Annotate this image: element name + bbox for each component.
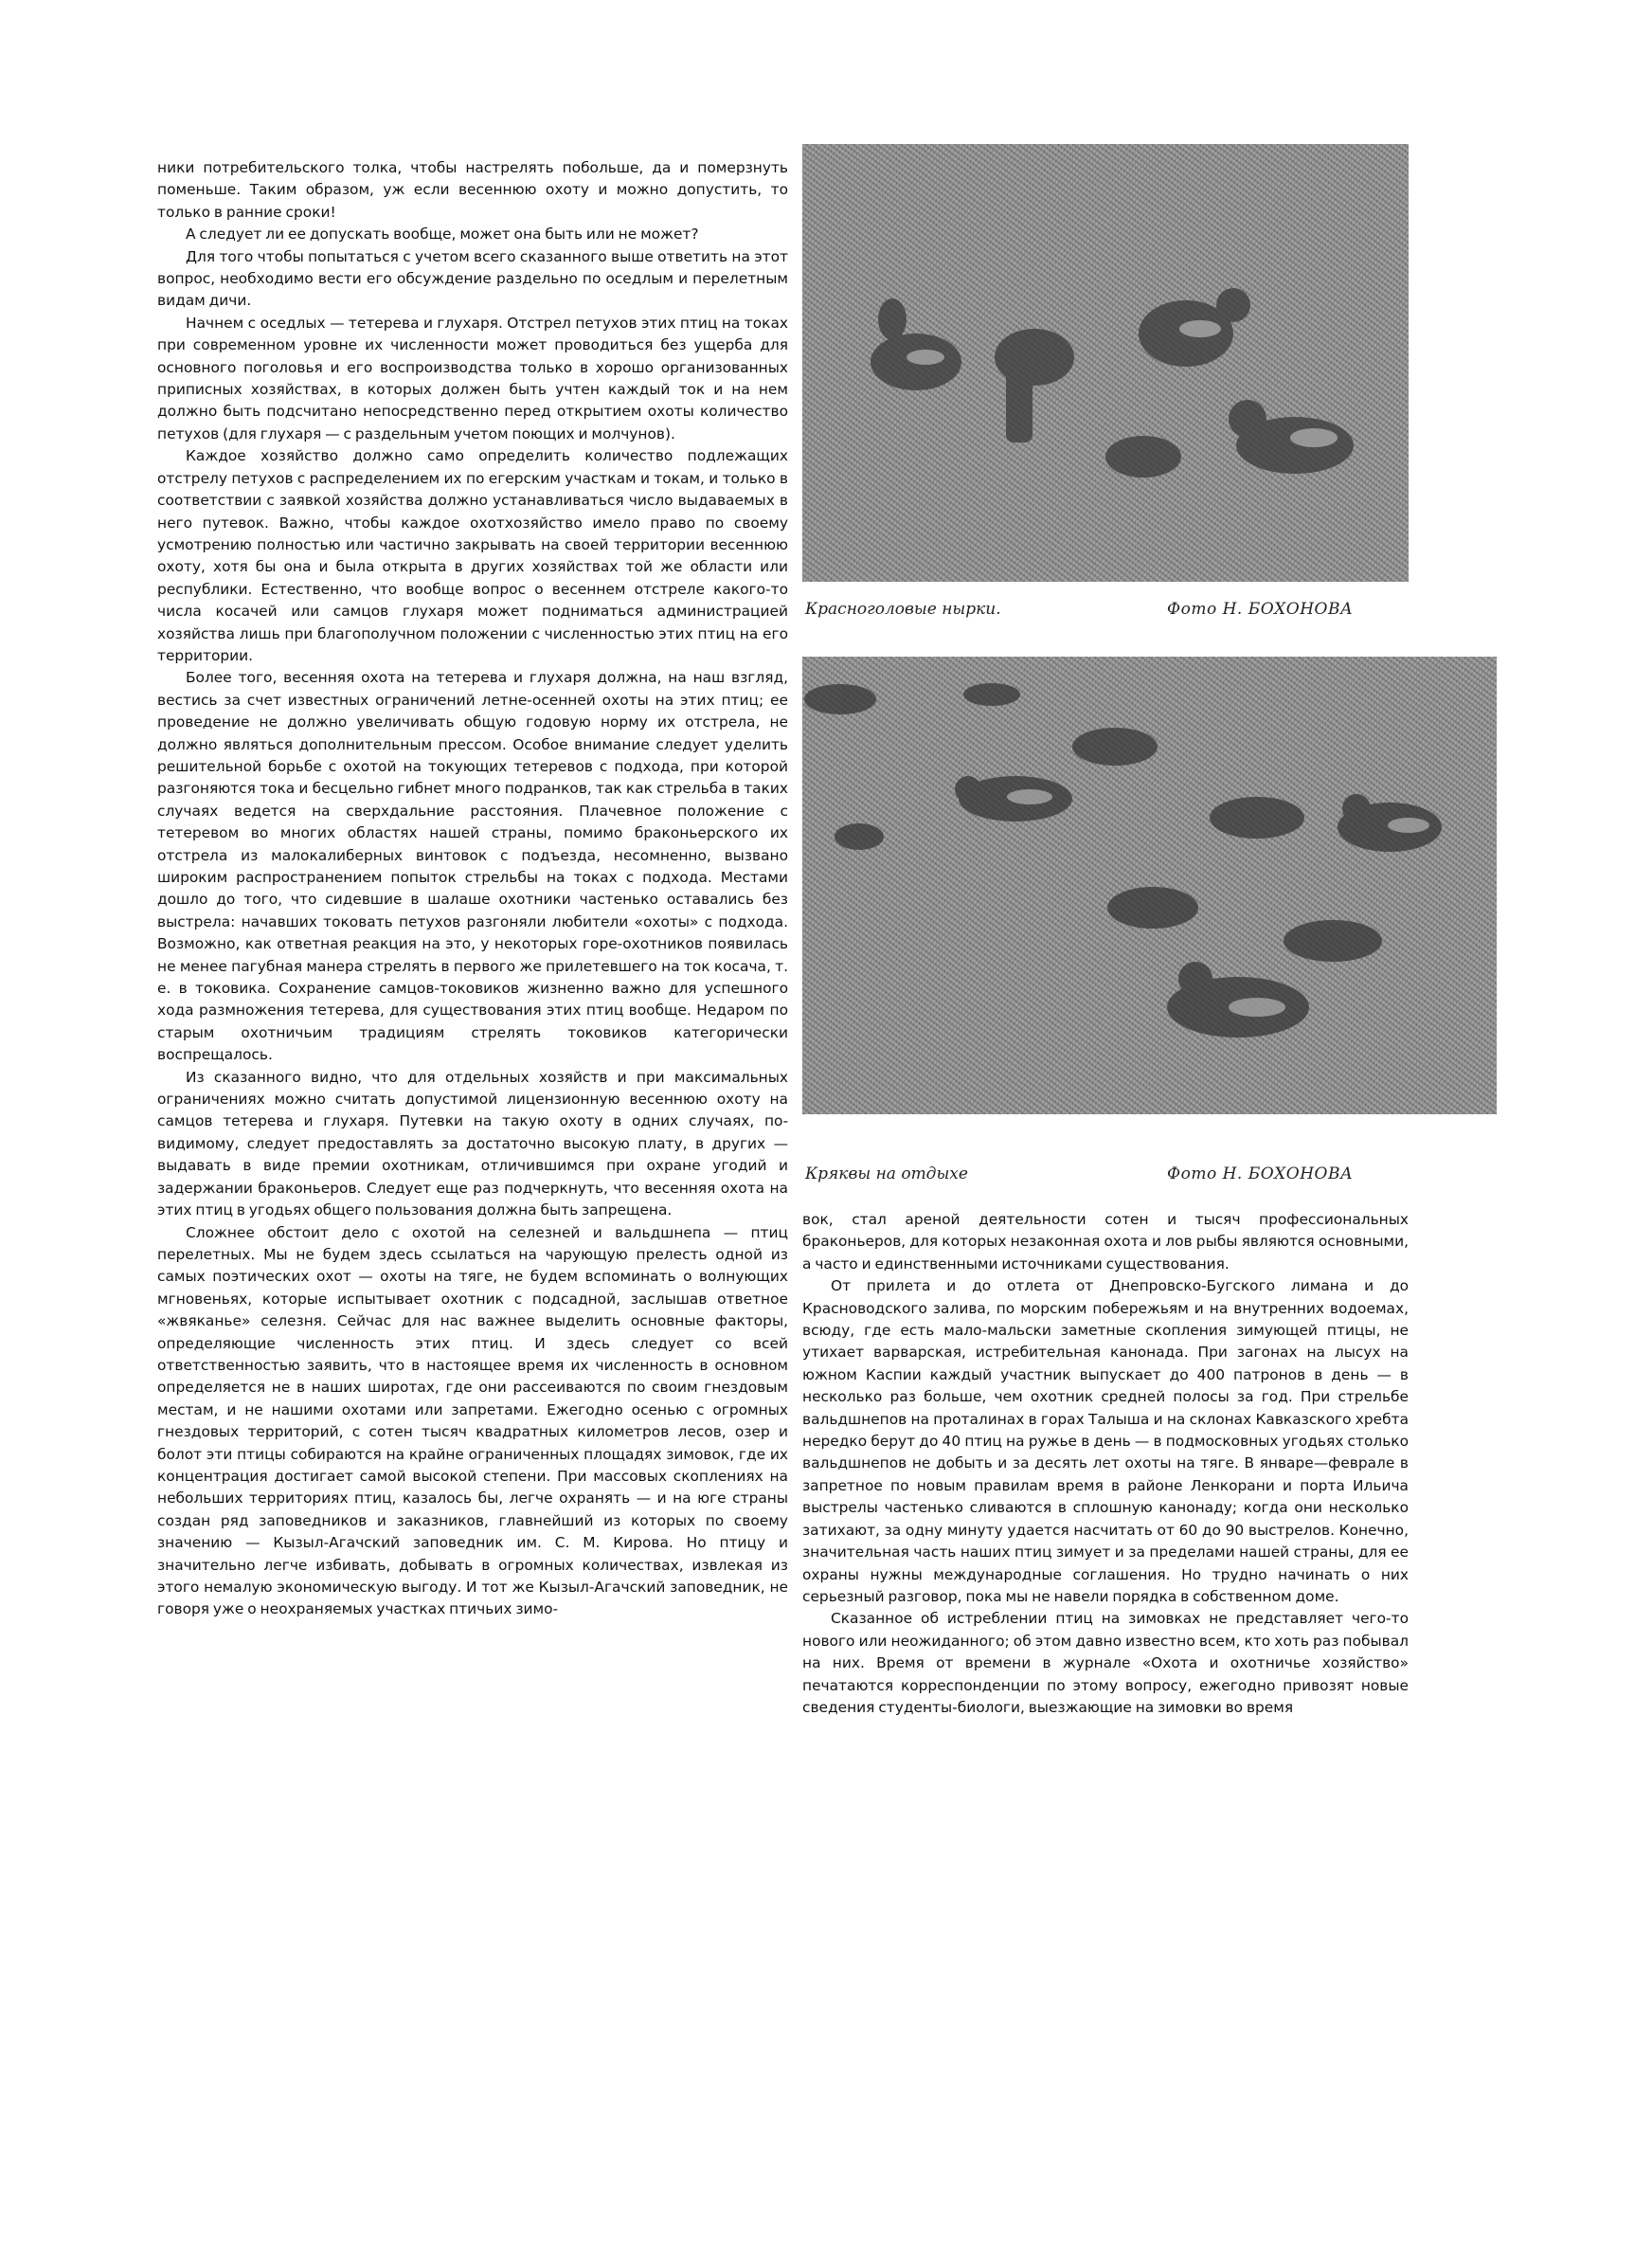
article-right-column — [802, 1209, 1409, 1719]
photo-caption: Красноголовые нырки. — [805, 600, 1001, 619]
paragraph: вок, стал ареной деятельности сотен и тысяч профессиональных браконьеров, для которых незаконная охота и лов рыбы являются основными, а часто и единственными источниками существования. — [802, 1211, 1409, 1273]
photo-caption: Кряквы на отдыхе — [805, 1165, 968, 1183]
paragraph: Сказанное об истреблении птиц на зимовках не представляет чего-то нового или неожиданного; об этом давно известно всем, кто хоть раз побывал на них. Время от времени в журнале «Охота и охотничье хозяйство» печатаются корреспонденции по этому вопросу, ежегодно привозят новые сведения студенты-биологи, выезжающие на зимовки во время — [802, 1610, 1409, 1716]
mallards-illustration — [802, 657, 1497, 1114]
photo-credit: Фото Н. БОХОНОВА — [1167, 600, 1354, 619]
pochards-illustration — [802, 144, 1409, 582]
paragraph: Каждое хозяйство должно само определить количество подлежащих отстрелу петухов с распределением их по егерским участкам и токам, и только в соответствии с заявкой хозяйства должно устанавливаться число выдаваемых в него путевок. Важно, чтобы каждое охотхозяйство имело право по своему усмотрению полностью или частично закрывать на своей территории весеннюю охоту, хотя бы она и была открыта в других хозяйствах той же области или республики. Естественно, что вообще вопрос о весеннем отстреле какого-то числа косачей или самцов глухаря может подниматься администрацией хозяйства лишь при благополучном положении с численностью этих птиц на его территории. — [157, 447, 788, 664]
article-left-column — [157, 157, 788, 1621]
paragraph: Для того чтобы попытаться с учетом всего сказанного выше ответить на этот вопрос, необходимо вести его обсуждение раздельно по оседлым и перелетным видам дичи. — [157, 247, 788, 310]
paragraph: ники потребительского толка, чтобы настрелять побольше, да и померзнуть поменьше. Таким образом, уж если весеннюю охоту и можно допустить, то только в ранние сроки! — [157, 159, 788, 221]
photo-credit: Фото Н. БОХОНОВА — [1167, 1165, 1354, 1183]
photo-pochards — [802, 144, 1409, 582]
paragraph: Более того, весенняя охота на тетерева и глухаря должна, на наш взгляд, вестись за счет известных ограничений летне-осенней охоты на этих птиц; ее проведение не должно увеличивать общую годовую норму их отстрела, не должно являться дополнительным прессом. Особое внимание следует уделить решительной борьбе с охотой на токующих тетеревов с подхода, при которой разгоняются тока и бесцельно гибнет много подранков, так как стрельба в таких случаях ведется на сверхдальние расстояния. Плачевное положение с тетеревом во многих областях нашей страны, помимо браконьерского их отстрела из малокалиберных винтовок с подъезда, несомненно, вызвано широким распространением попыток стрельбы на токах с подхода. Местами дошло до того, что сидевшие в шалаше охотники частенько оставались без выстрела: начавших токовать петухов разгоняли любители «охоты» с подхода. Возможно, как ответная реакция на это, у некоторых горе-охотников появилась не менее пагубная манера стрелять в первого же прилетевшего на ток косача, т. е. в токовика. Сохранение самцов-токовиков жизненно важно для успешного хода размножения тетерева, для существования этих птиц вообще. Недаром по старым охотничьим традициям стрелять токовиков категорически воспрещалось. — [157, 669, 788, 1064]
paragraph: Начнем с оседлых — тетерева и глухаря. Отстрел петухов этих птиц на токах при современном уровне их численности может проводиться без ущерба для основного поголовья и его воспроизводства только в хорошо организованных приписных хозяйствах, в которых должен быть учтен каждый ток и на нем должно быть подсчитано непосредственно перед открытием охоты количество петухов (для глухаря — с раздельным учетом поющих и молчунов). — [157, 314, 788, 442]
paragraph: А следует ли ее допускать вообще, может она быть или не может? — [186, 226, 699, 244]
paragraph: Из сказанного видно, что для отдельных хозяйств и при максимальных ограничениях можно считать допустимой лицензионную весеннюю охоту на самцов тетерева и глухаря. Путевки на такую охоту в одних случаях, по-видимому, следует предоставлять за достаточно высокую плату, в других — выдавать в виде премии охотникам, отличившимся при охране угодий и задержании браконьеров. Следует еще раз подчеркнуть, что весенняя охота на этих птиц в угодьях общего пользования должна быть запрещена. — [157, 1068, 788, 1219]
photo-mallards — [802, 657, 1497, 1114]
paragraph: От прилета и до отлета от Днепровско-Бугского лимана и до Красноводского залива, по морским побережьям и на внутренних водоемах, всюду, где есть мало-мальски заметные скопления зимующей птицы, не утихает варварская, истребительная канонада. При загонах на лысух на южном Каспии каждый участник выпускает до 400 патронов в день — в несколько раз больше, чем охотник средней полосы за год. При стрельбе вальдшнепов на проталинах в горах Талыша и на склонах Кавказского хребта нередко берут до 40 птиц на ружье в день — в подмосковных угодьях столько вальдшнепов не добыть и за десять лет охоты на тяге. В январе—феврале в запретное по новым правилам время в районе Ленкорани и порта Ильича выстрелы частенько сливаются в сплошную канонаду; когда они несколько затихают, за одну минуту удается насчитать от 60 до 90 выстрелов. Конечно, значительная часть наших птиц зимует и за пределами нашей страны, для ее охраны нужны международные соглашения. Но трудно начинать о них серьезный разговор, пока мы не навели порядка в собственном доме. — [802, 1277, 1409, 1605]
paragraph: Сложнее обстоит дело с охотой на селезней и вальдшнепа — птиц перелетных. Мы не будем здесь ссылаться на чарующую прелесть одной из самых поэтических охот — охоты на тяге, не будем вспоминать о волнующих мгновеньях, которые испытывает охотник с подсадной, заслышав ответное «жвяканье» селезня. Сейчас для нас важнее выделить основные факторы, определяющие численность этих птиц. И здесь следует со всей ответственностью заявить, что в настоящее время их численность в основном определяется не в наших широтах, где они рассеиваются по своим гнездовым местам, и не нашими охотами или запретами. Ежегодно осенью с огромных гнездовых территорий, с сотен тысяч квадратных километров лесов, озер и болот эти птицы собираются на крайне ограниченных площадях зимовок, где их концентрация достигает самой высокой степени. При массовых скоплениях на небольших территориях птиц, казалось бы, легче охранять — и на юге страны создан ряд заповедников и заказников, главнейший из которых по своему значению — Кызыл-Агачский заповедник им. С. М. Кирова. Но птицу и значительно легче избивать, добывать в огромных количествах, извлекая из этого немалую экономическую выгоду. И тот же Кызыл-Агачский заповедник, не говоря уже о неохраняемых участках птичьих зимо- — [157, 1223, 788, 1618]
